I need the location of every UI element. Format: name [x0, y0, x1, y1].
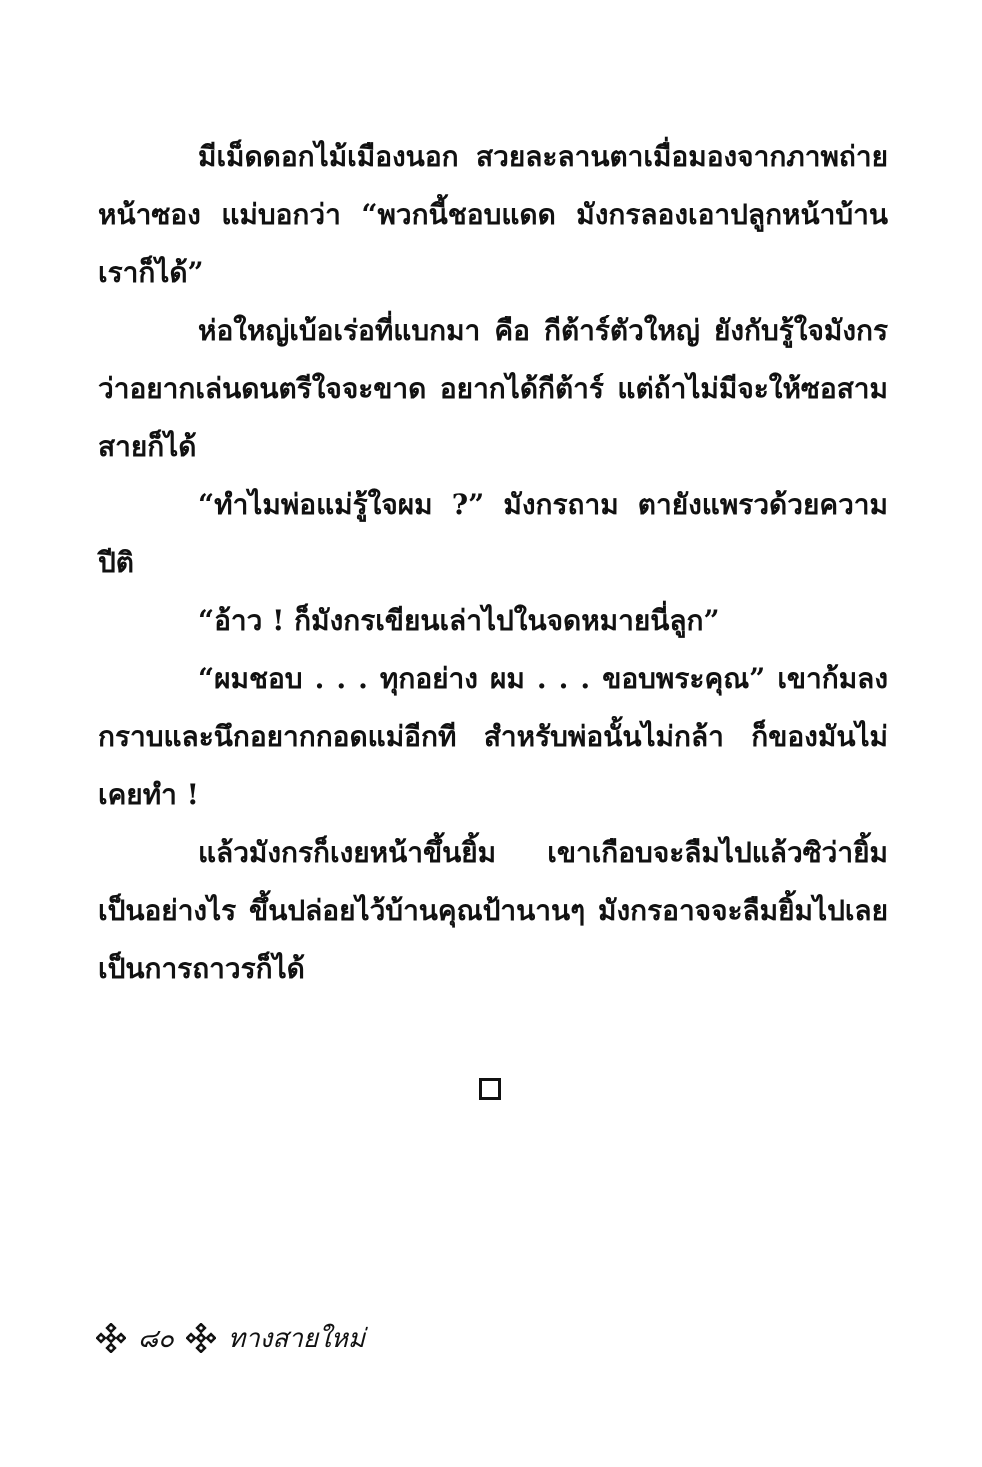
paragraph-6: แล้วมังกรก็เงยหน้าขึ้นยิ้ม เขาเกือบจะลืมไปแล้วซิว่ายิ้มเป็นอย่างไร ขึ้นปล่อยไว้บ้านคุณป้านานๆ มังกรอาจจะลืมยิ้มไปเลยเป็นการถาวรก็ได้ [98, 836, 888, 985]
paragraph-3: “ทำไมพ่อแม่รู้ใจผม ?” มังกรถาม ตายังแพรวด้วยความปีติ [98, 488, 888, 579]
square-end-mark-icon [479, 1078, 501, 1100]
paragraph-2: ห่อใหญ่เบ้อเร่อที่แบกมา คือ กีต้าร์ตัวใหญ่ ยังกับรู้ใจมังกรว่าอยากเล่นดนตรีใจจะขาด อยากได้กีต้าร์ แต่ถ้าไม่มีจะให้ซอสามสายก็ได้ [98, 314, 888, 463]
page-number: ๘๐ [138, 1323, 174, 1354]
flower-ornament-icon [96, 1323, 126, 1353]
body-text [98, 128, 888, 998]
page-footer [96, 1318, 365, 1358]
paragraph-1: มีเม็ดดอกไม้เมืองนอก สวยละลานตาเมื่อมองจากภาพถ่ายหน้าซอง แม่บอกว่า “พวกนี้ชอบแดด มังกรลองเอาปลูกหน้าบ้านเราก็ได้” [98, 140, 888, 289]
flower-ornament-icon [186, 1323, 216, 1353]
book-title: ทางสายใหม่ [227, 1323, 366, 1354]
paragraph-4: “อ้าว ! ก็มังกรเขียนเล่าไปในจดหมายนี่ลูก” [198, 604, 720, 637]
paragraph-5: “ผมชอบ . . . ทุกอย่าง ผม . . . ขอบพระคุณ” เขาก้มลงกราบและนึกอยากกอดแม่อีกที สำหรับพ่อนั้นไม่กล้า ก็ของมันไม่เคยทำ ! [98, 662, 888, 811]
